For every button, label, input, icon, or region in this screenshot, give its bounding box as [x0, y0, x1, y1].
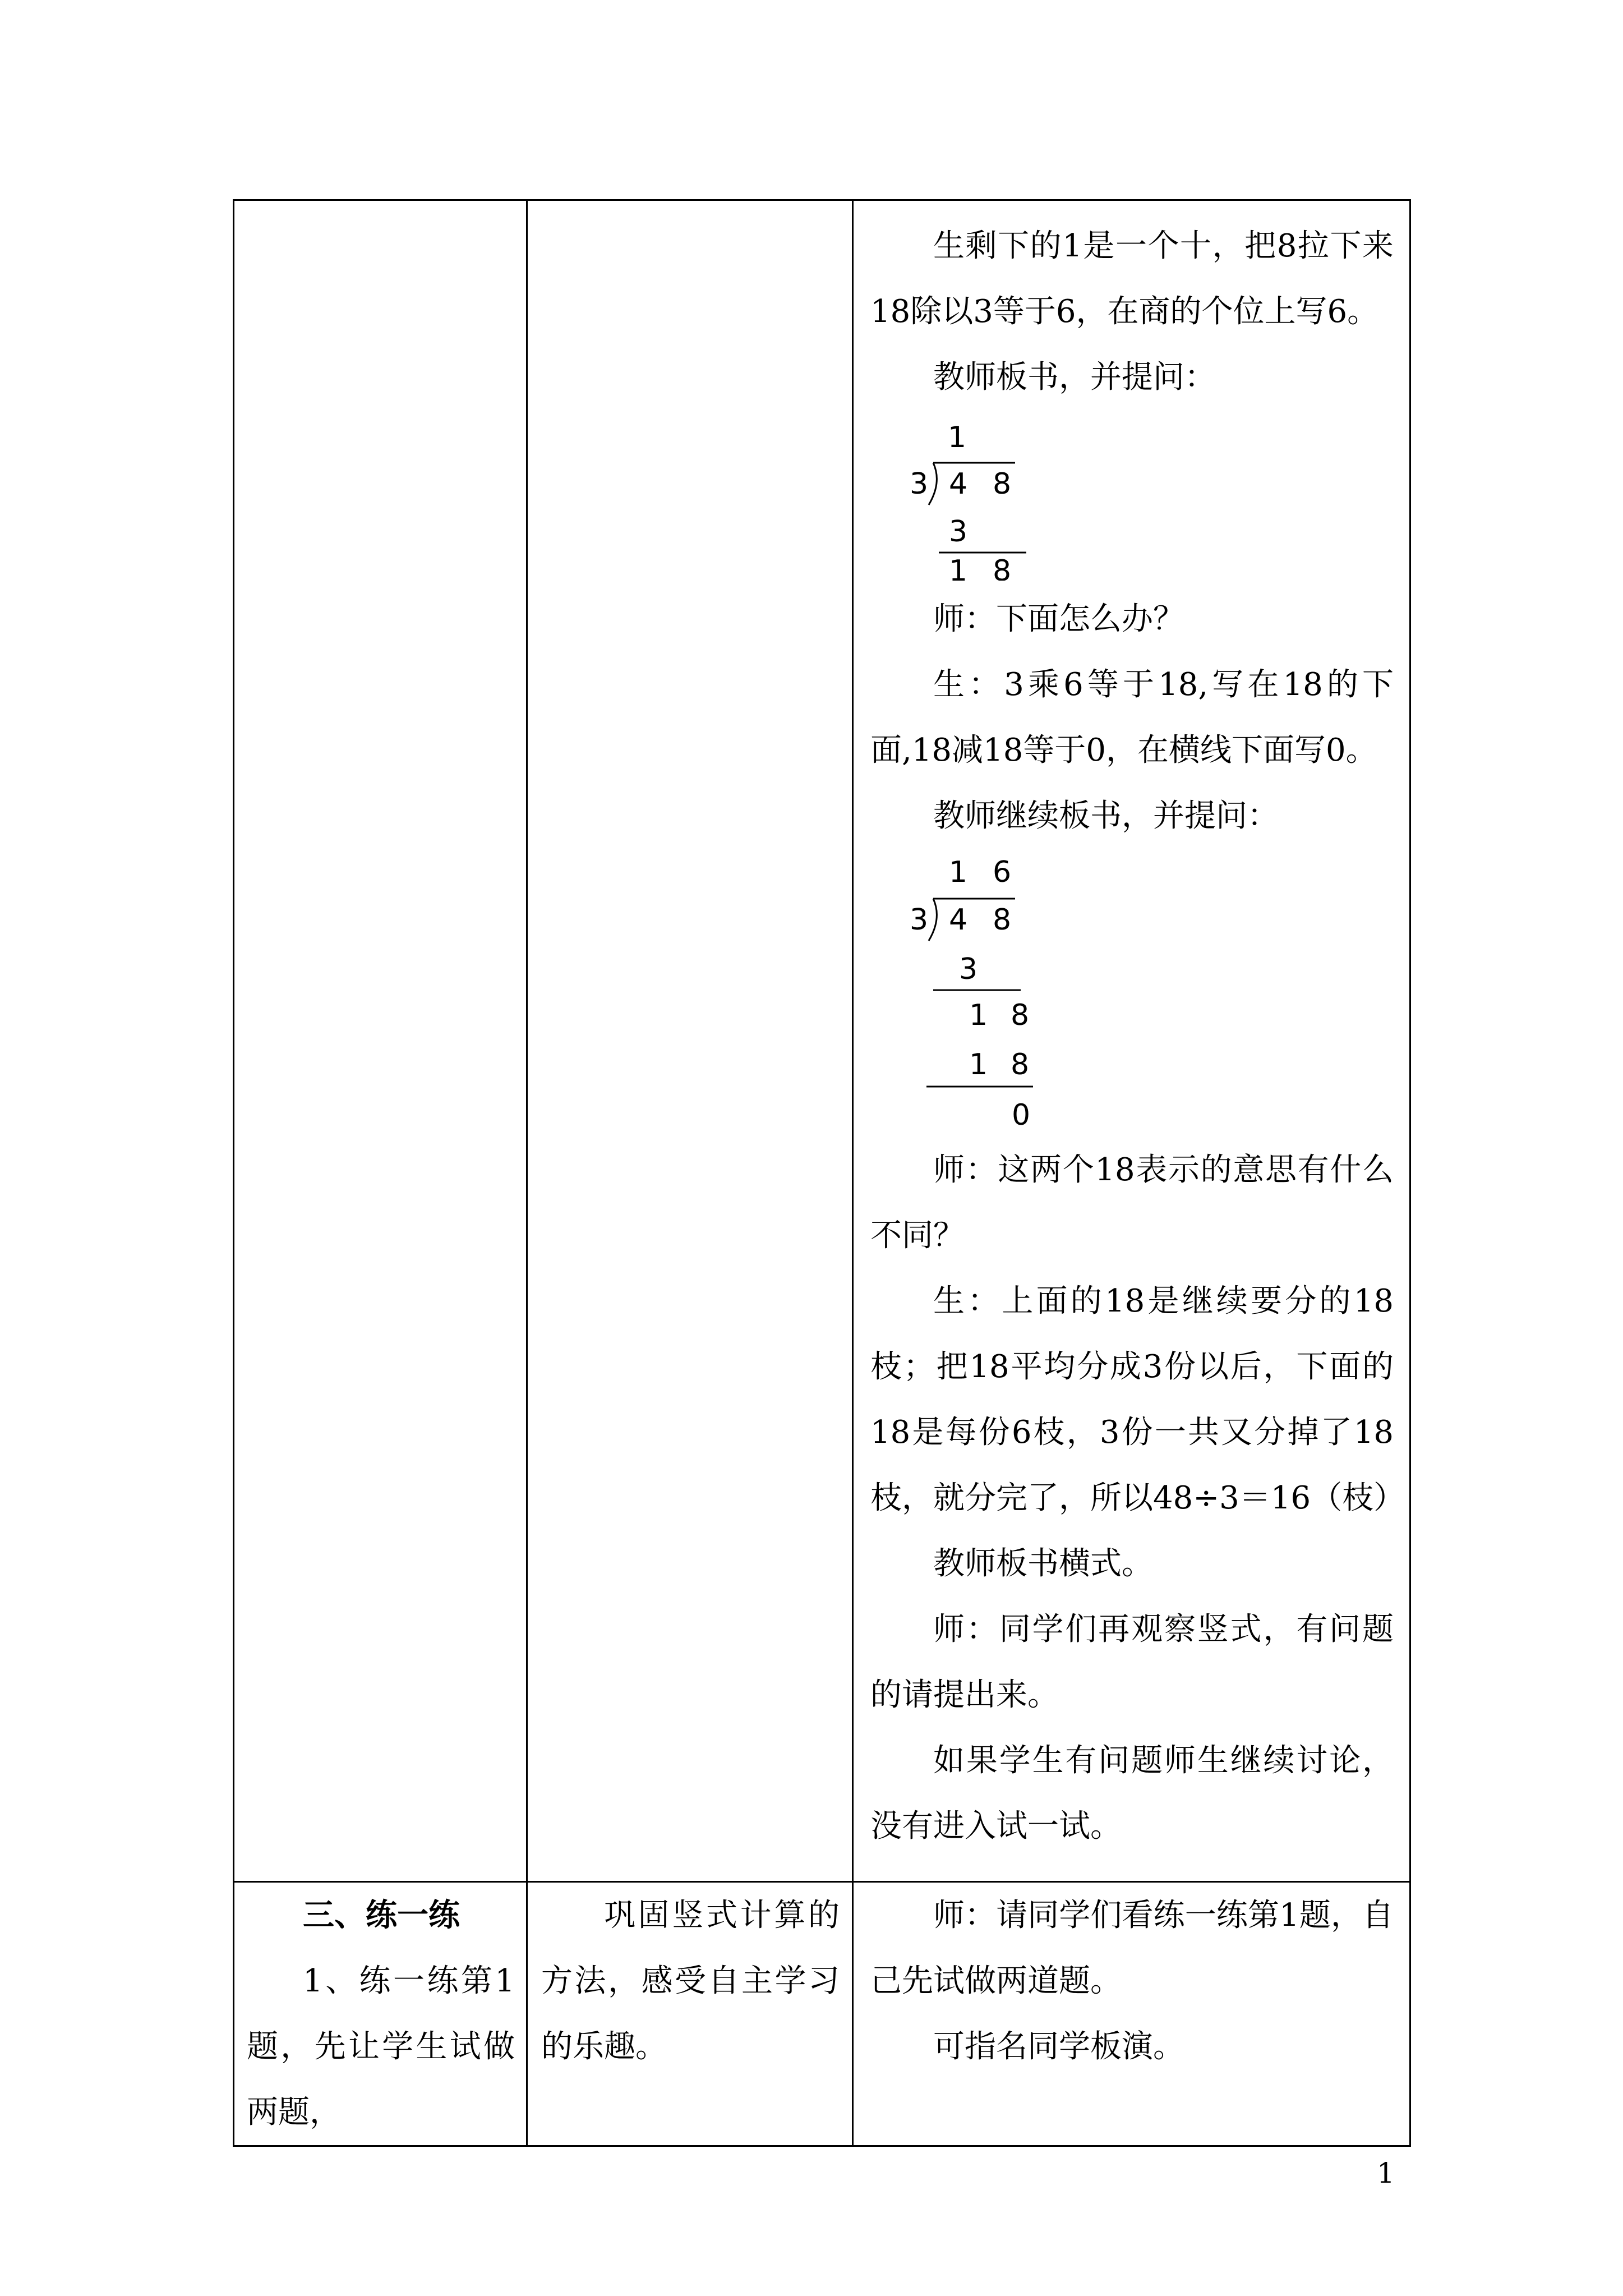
paragraph: 师：请同学们看练一练第1题，自己先试做两道题。 [870, 1897, 1394, 1999]
remainder-digit: 1 [969, 999, 988, 1032]
subtrahend-digit: 3 [949, 515, 968, 549]
paragraph: 教师板书，并提问： [933, 359, 1216, 395]
paragraph: 生：3乘6等于18,写在18的下面,18减18等于0，在横线下面写0。 [870, 666, 1394, 769]
paragraph: 教师板书横式。 [933, 1545, 1153, 1582]
remainder-digit: 8 [1011, 999, 1030, 1032]
remainder-digit: 8 [993, 554, 1012, 581]
paragraph: 师：下面怎么办？ [933, 601, 1184, 637]
teaching-process-cell [853, 1882, 1410, 2146]
long-division-figure-1 [870, 412, 1039, 581]
teaching-steps-cell [234, 1882, 527, 2146]
paragraph: 生剩下的1是一个十，把8拉下来18除以3等于6，在商的个位上写6。 [870, 228, 1394, 330]
paragraph: 教师继续板书，并提问： [933, 798, 1279, 834]
section-heading: 三、练一练 [303, 1897, 460, 1934]
remainder-digit: 1 [949, 554, 968, 581]
subtrahend-digit: 1 [969, 1048, 988, 1082]
quotient-digit: 1 [948, 421, 967, 454]
subtrahend-digit: 8 [1011, 1048, 1030, 1082]
paragraph: 巩固竖式计算的方法，感受自主学习的乐趣。 [541, 1897, 840, 2065]
divisor: 3 [910, 467, 929, 501]
design-intent-cell-empty [527, 200, 853, 1882]
teaching-process-cell [853, 200, 1410, 1882]
design-intent-cell [527, 1882, 853, 2146]
dividend-digit: 8 [993, 467, 1012, 501]
quotient-digit: 1 [949, 855, 968, 889]
paragraph: 如果学生有问题师生继续讨论，没有进入试一试。 [870, 1742, 1394, 1844]
paragraph: 师：同学们再观察竖式，有问题的请提出来。 [870, 1611, 1394, 1713]
final-remainder: 0 [1012, 1098, 1031, 1131]
dividend-digit: 4 [949, 903, 968, 937]
teaching-steps-cell-empty [234, 200, 527, 1882]
dividend-digit: 8 [993, 903, 1012, 937]
divisor: 3 [910, 903, 929, 937]
paragraph: 师：这两个18表示的意思有什么不同？ [870, 1152, 1394, 1254]
paragraph: 1、练一练第1题，先让学生试做两题， [247, 1963, 515, 2131]
subtrahend-digit: 3 [959, 953, 978, 986]
dividend-digit: 4 [949, 467, 968, 501]
paragraph: 可指名同学板演。 [933, 2028, 1184, 2065]
paragraph: 生：上面的18是继续要分的18枝；把18平均分成3份以后，下面的18是每份6枝，3份一共又分掉了18枝，就分完了，所以48÷3＝16（枝） [870, 1283, 1405, 1516]
table-row [234, 1882, 1410, 2146]
table-row [234, 200, 1410, 1882]
long-division-figure-2 [870, 851, 1050, 1131]
quotient-digit: 6 [993, 855, 1012, 889]
page-number: 1 [1377, 2157, 1395, 2189]
lesson-plan-table [233, 199, 1411, 2147]
